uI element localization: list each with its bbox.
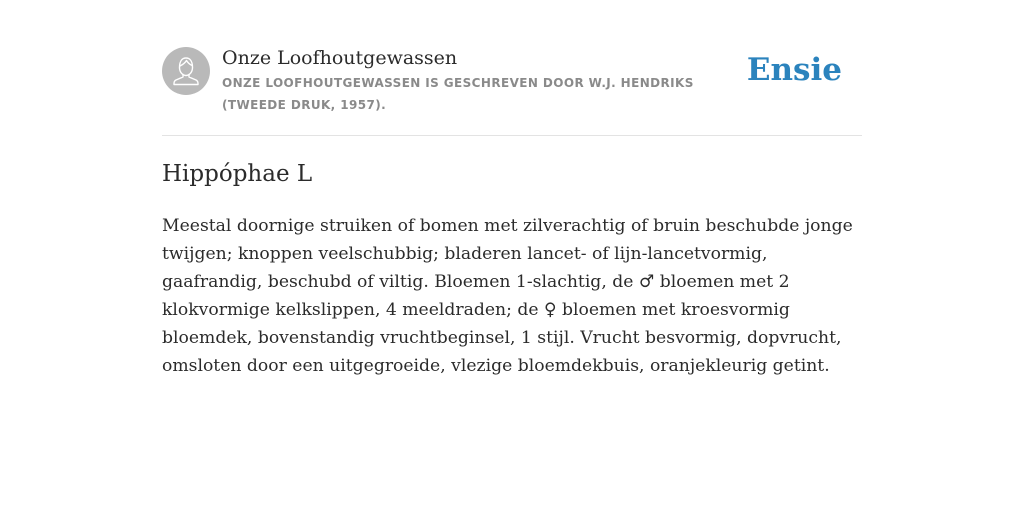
source-header <box>162 44 862 136</box>
entry-body: Meestal doornige struiken of bomen met zilverachtig of bruin beschubde jonge twijgen; knoppen veelschubbig; bladeren lancet- of lijn-lancetvormig, gaafrandig, beschubd of viltig. Bloemen 1-slachtig, de ♂ bloemen met 2 klokvormige kelkslippen, 4 meeldraden; de ♀ bloemen met kroesvormig bloemdek, bovenstandig vruchtbeginsel, 1 stijl. Vrucht besvormig, dopvrucht, omsloten door een uitgegroeide, vlezige bloemdekbuis, oranjekleurig getint. <box>162 216 853 376</box>
source-description: ONZE LOOFHOUTGEWASSEN IS GESCHREVEN DOOR W.J. HENDRIKS (TWEEDE DRUK, 1957). <box>222 76 694 112</box>
user-silhouette-icon <box>162 47 210 95</box>
source-title[interactable]: Onze Loofhoutgewassen <box>222 47 458 69</box>
ensie-logo[interactable]: Ensie <box>746 52 842 88</box>
source-avatar[interactable] <box>162 47 210 95</box>
entry-title: Hippóphae L <box>162 161 313 187</box>
